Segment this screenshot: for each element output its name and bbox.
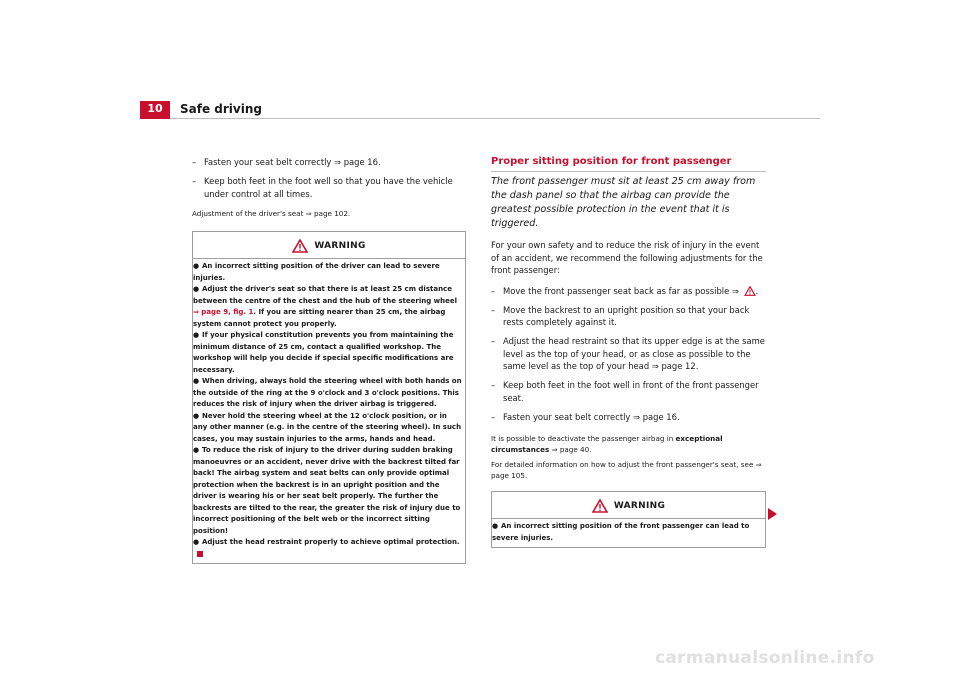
list-item: – Adjust the head restraint so that its upper edge is at the same level as the top of your head, or as close as possible to the same level as the top of your head ⇒ page 12. <box>491 336 765 371</box>
page-number: 10 <box>147 102 163 115</box>
warning-item-text: Adjust the driver's seat so that there is at least 25 cm distance between the centre of the chest and the hub of the steering wheel <box>193 285 458 305</box>
warning-item: ● Adjust the head restraint properly to achieve optimal protection. <box>193 537 463 560</box>
list-item-text: Fasten your seat belt correctly ⇒ page 16. <box>204 157 381 167</box>
warning-triangle-icon <box>744 286 756 296</box>
list-item-text: Keep both feet in the foot well so that you have the vehicle under control at all times. <box>204 176 453 199</box>
warning-item-text: Never hold the steering wheel at the 12 o'clock position, or in any other manner (e.g. in the centre of the steering wheel). In such cases, you may sustain injuries to the arms, hands and head. <box>193 411 462 443</box>
page-link[interactable]: ⇒ page 9, fig. 1 <box>193 308 254 316</box>
warning-item-text: . If you are sitting nearer than 25 cm, the airbag system cannot protect you properly. <box>193 308 446 328</box>
list-item: – Move the backrest to an upright position so that your back rests completely against it. <box>491 304 750 327</box>
header-divider <box>170 118 820 119</box>
seat-adjust-note: For detailed information on how to adjust the front passenger's seat, see ⇒ page 105. <box>491 460 762 480</box>
warning-item: ● If your physical constitution prevents you from maintaining the minimum distance of 25 cm, contact a qualified workshop. The workshop will help you decide if special specific modifications are necessary. <box>193 331 454 374</box>
page-header-title: Safe driving <box>180 102 262 116</box>
section-end-marker <box>197 551 203 557</box>
warning-divider <box>492 518 765 519</box>
section-intro: The front passenger must sit at least 25 cm away from the dash panel so that the airbag can provide the greatest possible protection in the event that it is triggered. <box>491 176 756 229</box>
warning-title: WARNING <box>613 501 666 511</box>
warning-item: ● Adjust the driver's seat so that there is at least 25 cm distance between the centre of the chest and the hub of the steering wheel ⇒ page 9, fig. 1. If you are sitting nearer than 25 cm, the airbag system cannot protect you properly. <box>193 285 458 328</box>
list-item: – Fasten your seat belt correctly ⇒ page 16. <box>192 157 381 167</box>
warning-item: ● Never hold the steering wheel at the 12 o'clock position, or in any other manner (e.g. in the centre of the steering wheel). In such cases, you may sustain injuries to the arms, hands and head. <box>193 411 462 443</box>
warning-title: WARNING <box>314 241 366 251</box>
note-text: It is possible to deactivate the passenger airbag in <box>491 434 676 443</box>
list-item-text: Move the backrest to an upright position so that your back rests completely against it. <box>503 304 750 327</box>
warning-triangle-icon <box>592 499 608 513</box>
warning-triangle-icon <box>292 239 308 253</box>
warning-item: ● To reduce the risk of injury to the driver during sudden braking manoeuvres or an accident, never drive with the backrest tilted far back! The airbag system and seat belts can only provide optimal protection when the backrest is in an upright position and the driver is wearing his or her seat belt properly. The further the backrests are tilted to the rear, the greater the risk of injury due to incorrect positioning of the belt web or the incorrect sitting position! <box>193 446 461 535</box>
list-item-text: Move the front passenger seat back as far as possible ⇒ <box>503 285 739 296</box>
warning-item-text: Adjust the head restraint properly to achieve optimal protection. <box>202 538 460 546</box>
warning-item-text: An incorrect sitting position of the driver can lead to severe injuries. <box>193 262 440 282</box>
note-emphasis: exceptional circumstances <box>491 434 723 454</box>
warning-divider <box>193 258 465 259</box>
list-item: – Keep both feet in the foot well so that you have the vehicle under control at all times. <box>192 176 453 199</box>
right-column <box>491 156 766 548</box>
section-title: Proper sitting position for front passenger <box>491 156 732 167</box>
warning-item: ● An incorrect sitting position of the front passenger can lead to severe injuries. <box>492 522 750 542</box>
note-text: ⇒ page 40. <box>549 445 592 454</box>
section-divider <box>491 171 766 172</box>
warning-box <box>491 491 766 548</box>
warning-header <box>193 236 465 256</box>
list-item: – Move the front passenger seat back as far as possible ⇒ . <box>491 285 759 296</box>
warning-item-text: When driving, always hold the steering wheel with both hands on the outside of the ring at the 9 o'clock and 3 o'clock positions. This reduces the risk of injury when the driver airbag is triggered. <box>193 377 462 408</box>
warning-item: ● An incorrect sitting position of the driver can lead to severe injuries. <box>193 262 440 282</box>
left-column <box>192 156 466 564</box>
list-item: – Keep both feet in the foot well in front of the front passenger seat. <box>491 380 759 403</box>
warning-item: ● When driving, always hold the steering wheel with both hands on the outside of the ring at the 9 o'clock and 3 o'clock positions. This reduces the risk of injury when the driver airbag is triggered. <box>193 377 462 408</box>
warning-box <box>192 231 466 564</box>
warning-item-text: An incorrect sitting position of the front passenger can lead to severe injuries. <box>492 522 750 542</box>
list-item-text: Keep both feet in the foot well in front of the front passenger seat. <box>503 380 759 403</box>
continue-arrow-icon <box>768 508 777 520</box>
warning-item-text: To reduce the risk of injury to the driver during sudden braking manoeuvres or an accident, never drive with the backrest tilted far back! The airbag system and seat belts can only provide optimal protection when the backrest is in an upright position and the driver is wearing his or her seat belt properly. The further the backrests are tilted to the rear, the greater the risk of injury due to incorrect positioning of the belt web or the incorrect sitting position! <box>193 446 461 535</box>
watermark: carmanualsonline.info <box>655 648 875 668</box>
passenger-airbag-note <box>491 433 766 455</box>
list-item-text: Fasten your seat belt correctly ⇒ page 16. <box>503 411 680 422</box>
cross-reference-note: Adjustment of the driver's seat ⇒ page 102. <box>192 209 351 218</box>
list-item-text: Adjust the head restraint so that its upper edge is at the same level as the top of your head, or as close as possible to the same level as the top of your head ⇒ page 12. <box>503 336 765 371</box>
list-item: – Fasten your seat belt correctly ⇒ page 16. <box>491 411 680 422</box>
warning-header <box>492 496 765 516</box>
warning-item-text: If your physical constitution prevents you from maintaining the minimum distance of 25 cm, contact a qualified workshop. The workshop will help you decide if special specific modifications are necessary. <box>193 331 454 374</box>
body-paragraph: For your own safety and to reduce the risk of injury in the event of an accident, we recommend the following adjustments for the front passenger: <box>491 240 763 275</box>
